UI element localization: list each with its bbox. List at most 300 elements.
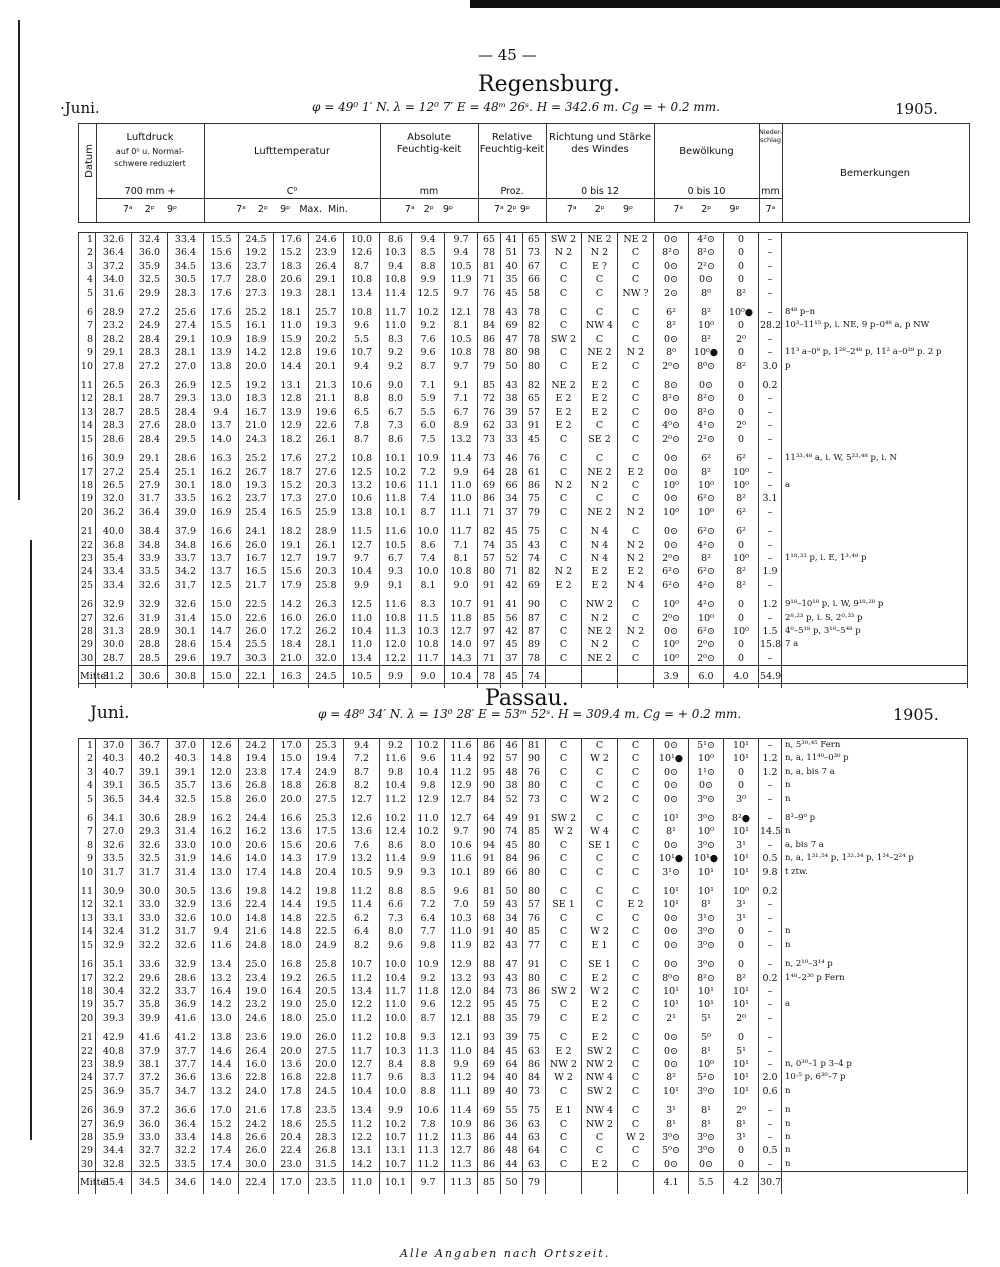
data-cell: 13.0 (204, 866, 239, 879)
data-cell: 0 (724, 592, 759, 611)
data-cell: 25.0 (309, 998, 344, 1011)
data-cell: 19.3 (274, 287, 309, 300)
data-cell: 18.8 (274, 779, 309, 792)
data-cell: 36.6 (168, 1071, 204, 1084)
data-cell: 8⁰⊙ (689, 360, 724, 373)
data-cell: 25.6 (168, 300, 204, 319)
date-cell: 16 (79, 952, 96, 971)
data-cell: C (582, 419, 618, 432)
data-cell: C (546, 260, 582, 273)
data-cell: 25.2 (239, 300, 274, 319)
data-cell: 0 (724, 939, 759, 952)
data-cell: 13.2 (445, 972, 478, 985)
data-cell: 23.0 (274, 1158, 309, 1172)
header-luftdruck-sub: auf 0⁰ u. Normal-schwere reduziert (114, 147, 186, 168)
data-cell: 2⁰⊙ (689, 638, 724, 651)
data-cell: 35.8 (132, 998, 168, 1011)
data-cell: 12.9 (445, 779, 478, 792)
data-cell: 10.6 (445, 839, 478, 852)
data-cell: 0⊙ (654, 466, 689, 479)
data-cell: 35.7 (132, 1085, 168, 1098)
data-cell: C (546, 1158, 582, 1172)
data-cell: 32.2 (132, 939, 168, 952)
data-cell: E 2 (582, 972, 618, 985)
data-cell: 7.3 (380, 912, 412, 925)
data-cell: 3⁰⊙ (689, 839, 724, 852)
data-cell: 11.2 (344, 879, 380, 898)
data-cell: 87 (523, 625, 546, 638)
table-row (79, 638, 968, 651)
data-cell: 8.3 (380, 333, 412, 346)
data-cell: 14.3 (445, 652, 478, 666)
data-cell: 29.6 (132, 972, 168, 985)
data-cell: E 2 (618, 466, 654, 479)
data-cell: N 2 (546, 479, 582, 492)
data-cell: 8.7 (412, 1012, 445, 1025)
date-cell: 17 (79, 972, 96, 985)
remark-cell (782, 1012, 968, 1025)
remark-cell: 9¹⁸–10¹⁸ p, i. W, 9¹⁸·²⁸ p (782, 592, 968, 611)
data-cell: 25.1 (168, 466, 204, 479)
data-cell: 2²⊙ (689, 260, 724, 273)
data-cell: 13.1 (344, 1144, 380, 1157)
date-cell: 22 (79, 539, 96, 552)
data-cell: 9.7 (445, 233, 478, 247)
remark-cell: n, 5³⁰·⁴⁵ Fern (782, 739, 968, 753)
data-cell: C (546, 519, 582, 538)
data-cell: 25.5 (239, 638, 274, 651)
data-cell: 1.9 (759, 565, 782, 578)
data-cell: 85 (523, 825, 546, 838)
data-cell: 9.9 (380, 666, 412, 688)
data-cell: 2²⊙ (689, 433, 724, 446)
data-cell: 54.9 (759, 666, 782, 688)
data-cell: 79 (478, 360, 501, 373)
data-cell: 14.0 (204, 433, 239, 446)
data-cell: 39.1 (132, 766, 168, 779)
data-cell: 8.7 (412, 360, 445, 373)
data-cell: 10.4 (344, 625, 380, 638)
data-cell: 43 (523, 539, 546, 552)
data-cell: 17.2 (274, 625, 309, 638)
header-relative-feuchtigkeit-unit: Proz. (500, 186, 524, 197)
data-cell: 10¹● (689, 852, 724, 865)
data-cell: – (759, 1098, 782, 1117)
data-cell: 64 (501, 1058, 523, 1071)
data-cell: 14.2 (344, 1158, 380, 1172)
remark-cell: n, 0³⁰–1 p 3–4 p (782, 1058, 968, 1071)
data-cell: 0.2 (759, 373, 782, 392)
data-cell: C (546, 793, 582, 806)
data-cell: 84 (478, 319, 501, 332)
table-row (79, 998, 968, 1011)
data-cell: 14.3 (274, 852, 309, 865)
remark-cell: 8⁴⁸ p–n (782, 300, 968, 319)
data-cell: C (618, 939, 654, 952)
data-cell: 80 (523, 779, 546, 792)
table-row (79, 406, 968, 419)
data-cell: 32.2 (132, 985, 168, 998)
data-cell: C (618, 879, 654, 898)
data-cell: C (618, 333, 654, 346)
data-cell: 31.9 (132, 612, 168, 625)
data-cell: C (618, 1025, 654, 1044)
data-cell: 12.6 (344, 246, 380, 259)
data-cell: 32.1 (96, 898, 132, 911)
data-cell: 32.6 (168, 592, 204, 611)
data-cell: 66 (501, 479, 523, 492)
data-cell: 32.5 (132, 273, 168, 286)
data-cell: 8.7 (344, 433, 380, 446)
data-cell: 16.0 (274, 612, 309, 625)
data-cell: 11.4 (445, 1098, 478, 1117)
data-cell: 35.7 (168, 779, 204, 792)
data-cell: 8² (724, 565, 759, 578)
data-cell: 11.1 (412, 479, 445, 492)
data-cell: 0.5 (759, 1144, 782, 1157)
date-cell: 23 (79, 552, 96, 565)
data-cell: 18.0 (204, 479, 239, 492)
data-cell: 30.9 (96, 879, 132, 898)
table-row (79, 898, 968, 911)
data-cell: 17.3 (274, 492, 309, 505)
month-label-passau: Juni. (90, 703, 130, 723)
data-cell: 38.9 (96, 1058, 132, 1071)
table-row (79, 287, 968, 300)
data-cell: 14.0 (204, 1172, 239, 1194)
data-cell: 4²⊙ (689, 592, 724, 611)
data-cell: C (618, 866, 654, 879)
data-cell: 9.3 (412, 866, 445, 879)
data-cell: E 2 (546, 579, 582, 592)
data-cell: 19.0 (274, 1025, 309, 1044)
data-cell: 91 (478, 579, 501, 592)
data-cell: 10.6 (344, 373, 380, 392)
data-cell: 12.0 (380, 638, 412, 651)
data-cell: N 2 (582, 479, 618, 492)
data-cell: 7.3 (380, 419, 412, 432)
data-cell: 23.6 (239, 1025, 274, 1044)
data-cell: 12.7 (445, 806, 478, 825)
header-luftdruck-label: Luftdruck (126, 132, 174, 143)
table-row (79, 779, 968, 792)
data-cell: C (618, 825, 654, 838)
data-cell: 19.3 (309, 319, 344, 332)
data-cell: N 4 (582, 519, 618, 538)
data-cell: 2⁰⊙ (654, 552, 689, 565)
data-cell: 12.9 (274, 419, 309, 432)
date-cell: 20 (79, 1012, 96, 1025)
data-cell: 85 (478, 373, 501, 392)
data-cell: C (618, 360, 654, 373)
data-cell: 0 (724, 925, 759, 938)
data-cell: 10⁰ (689, 1058, 724, 1071)
data-cell: 7.1 (445, 392, 478, 405)
table-row (79, 852, 968, 865)
data-cell: 19.1 (274, 539, 309, 552)
data-cell: 11.0 (344, 1172, 380, 1194)
data-cell: 26.8 (309, 1144, 344, 1157)
data-cell: 8.9 (445, 419, 478, 432)
data-cell: 57 (478, 552, 501, 565)
data-cell: 10.8 (445, 346, 478, 359)
data-cell: 8.8 (412, 1058, 445, 1071)
data-cell: 20.0 (309, 1058, 344, 1071)
data-cell: 10⁰ (689, 612, 724, 625)
data-cell: N 4 (582, 539, 618, 552)
data-cell: 45 (501, 666, 523, 688)
data-cell: 10.8 (344, 300, 380, 319)
data-cell: 3¹ (724, 1131, 759, 1144)
data-cell: 84 (478, 985, 501, 998)
data-cell: 0⊙ (654, 233, 689, 247)
data-cell: 16.7 (239, 406, 274, 419)
data-cell: C (618, 779, 654, 792)
data-cell: 8.2 (344, 939, 380, 952)
data-cell: 4¹⊙ (689, 419, 724, 432)
data-cell: 22.5 (239, 592, 274, 611)
data-cell: 63 (523, 1131, 546, 1144)
date-cell: 26 (79, 592, 96, 611)
data-cell: 12.0 (204, 766, 239, 779)
data-cell: 89 (478, 1085, 501, 1098)
data-cell: 2¹ (654, 1012, 689, 1025)
data-cell: 18.2 (274, 433, 309, 446)
remark-cell (782, 898, 968, 911)
data-cell: 5⁰⊙ (654, 1144, 689, 1157)
data-cell: 16.8 (274, 1071, 309, 1084)
data-cell: E 2 (582, 1158, 618, 1172)
data-cell: 10⁰ (689, 825, 724, 838)
data-cell: 30.5 (168, 273, 204, 286)
data-cell: 6²⊙ (689, 519, 724, 538)
data-cell: 33.7 (168, 552, 204, 565)
data-cell: 10⁰● (689, 346, 724, 359)
data-cell: 9.4 (204, 406, 239, 419)
data-cell: 9.8 (380, 766, 412, 779)
data-cell: 45 (501, 287, 523, 300)
data-cell: 16.6 (274, 806, 309, 825)
data-cell: 36.9 (96, 1118, 132, 1131)
data-cell: 13.7 (204, 419, 239, 432)
data-cell: 17.6 (274, 233, 309, 247)
data-cell: 41.6 (132, 1025, 168, 1044)
data-cell: 9.8 (759, 866, 782, 879)
data-cell: 19.4 (239, 752, 274, 765)
data-cell: 58 (523, 287, 546, 300)
data-cell: SW 2 (582, 1045, 618, 1058)
data-cell: 12.5 (204, 579, 239, 592)
data-cell: 12.1 (445, 1012, 478, 1025)
header-relative-feuchtigkeit-label: Relative Feuchtig-keit (479, 132, 545, 155)
data-cell: 45 (523, 433, 546, 446)
data-cell: 25.8 (309, 579, 344, 592)
data-cell: 30.4 (96, 985, 132, 998)
data-cell: C (546, 1012, 582, 1025)
data-cell: 15.5 (204, 319, 239, 332)
data-cell: 8¹ (724, 1118, 759, 1131)
data-cell: – (759, 1158, 782, 1172)
data-cell: 3⁰⊙ (654, 1131, 689, 1144)
data-cell: 0⊙ (689, 1158, 724, 1172)
header-lufttemperatur (204, 124, 381, 222)
data-cell: 42 (501, 579, 523, 592)
data-cell: 75 (523, 1025, 546, 1044)
data-cell: 11.2 (412, 1158, 445, 1172)
data-cell: 10¹ (654, 985, 689, 998)
data-cell: 75 (523, 519, 546, 538)
data-cell: C (618, 373, 654, 392)
data-cell: NE 2 (546, 373, 582, 392)
header-wind-times: 7ᵃ 2ᵖ 9ᵖ (566, 204, 634, 215)
data-cell: C (546, 1085, 582, 1098)
data-cell: 11.6 (445, 739, 478, 753)
data-cell: 11.2 (445, 766, 478, 779)
data-cell: 0 (724, 433, 759, 446)
data-cell: 26.8 (239, 779, 274, 792)
data-cell: 75 (523, 998, 546, 1011)
data-cell: 9.2 (380, 346, 412, 359)
data-cell: E 2 (582, 579, 618, 592)
data-cell: 32.9 (168, 898, 204, 911)
data-cell: C (546, 652, 582, 666)
data-cell: 8² (724, 360, 759, 373)
data-cell: 13.9 (274, 406, 309, 419)
table-row (79, 652, 968, 666)
table-row (79, 1025, 968, 1044)
date-cell: 19 (79, 998, 96, 1011)
remark-cell: a (782, 479, 968, 492)
data-cell: 73 (523, 1085, 546, 1098)
data-cell: 16.0 (239, 1058, 274, 1071)
data-cell: 64 (478, 806, 501, 825)
data-cell: 13.6 (204, 1071, 239, 1084)
data-cell: 32.9 (132, 592, 168, 611)
data-cell: 79 (523, 1172, 546, 1194)
data-cell: 16.5 (239, 565, 274, 578)
date-cell: 19 (79, 492, 96, 505)
data-cell: 13.4 (344, 652, 380, 666)
date-cell: 10 (79, 360, 96, 373)
data-cell: N 2 (582, 246, 618, 259)
column-header (78, 123, 970, 223)
date-cell: 7 (79, 825, 96, 838)
data-cell: 37.2 (132, 1071, 168, 1084)
data-cell: 30.7 (759, 1172, 782, 1194)
data-cell: 31.7 (168, 925, 204, 938)
remark-cell (782, 466, 968, 479)
data-cell: 13.6 (274, 1058, 309, 1071)
data-cell: 6² (654, 300, 689, 319)
top-border-bar (470, 0, 1000, 8)
data-cell: 0 (724, 233, 759, 247)
data-cell: C (618, 912, 654, 925)
data-cell: 28.5 (132, 652, 168, 666)
header-wind (546, 124, 655, 222)
remark-cell: p (782, 360, 968, 373)
remark-cell: n, a, 1³¹·⁵⁴ p, 1³²·³⁴ p, 1³⁴–2²⁴ p (782, 852, 968, 865)
data-cell: 33.4 (96, 579, 132, 592)
data-cell: 8.5 (412, 879, 445, 898)
data-cell: 20.2 (309, 333, 344, 346)
data-cell: 81 (478, 260, 501, 273)
data-cell: C (618, 246, 654, 259)
data-cell: C (618, 446, 654, 465)
header-bewoelkung (654, 124, 760, 222)
data-cell: 68 (478, 912, 501, 925)
header-luftdruck-times: 7ᵃ 2ᵖ 9ᵖ (122, 204, 178, 215)
data-cell: – (759, 260, 782, 273)
data-cell: 14.4 (274, 898, 309, 911)
data-cell: 28.1 (96, 392, 132, 405)
data-cell: 15.6 (204, 246, 239, 259)
data-cell: 9.2 (412, 972, 445, 985)
footer-note: Alle Angaben nach Ortszeit. (400, 1247, 611, 1260)
coordinates-passau: φ = 48⁰ 34′ N. λ = 13⁰ 28′ E = 53ᵐ 52ˢ. H = 309.4 m. Cg = + 0.2 mm. (318, 707, 742, 721)
data-cell: 13.8 (204, 1025, 239, 1044)
data-cell: C (618, 985, 654, 998)
header-datum-label: Datum (84, 144, 95, 178)
data-cell: 0⊙ (654, 625, 689, 638)
data-cell: C (582, 766, 618, 779)
data-cell: 0 (724, 779, 759, 792)
data-cell: 11.0 (445, 1045, 478, 1058)
data-cell: 80 (523, 879, 546, 898)
data-cell: 10.4 (380, 972, 412, 985)
data-cell: 36.9 (168, 998, 204, 1011)
data-cell: 20.6 (309, 839, 344, 852)
data-cell: 3.9 (654, 666, 689, 688)
data-cell: 11.4 (445, 752, 478, 765)
data-cell: 15.0 (204, 592, 239, 611)
data-cell: 66 (501, 866, 523, 879)
data-cell: 26.0 (239, 539, 274, 552)
data-cell: N 2 (618, 539, 654, 552)
data-cell: 12.2 (445, 998, 478, 1011)
data-cell: 26.7 (239, 466, 274, 479)
data-cell: 10⁰ (654, 652, 689, 666)
data-cell: E 2 (582, 565, 618, 578)
table-row (79, 260, 968, 273)
data-cell: SW 2 (582, 1085, 618, 1098)
data-cell: 10.8 (344, 446, 380, 465)
data-cell: 8.3 (412, 592, 445, 611)
data-cell: 32.6 (168, 939, 204, 952)
data-cell: 9.0 (412, 666, 445, 688)
header-niederschlag-time: 7ᵃ (765, 204, 776, 215)
data-cell: 32.6 (132, 839, 168, 852)
data-cell: 8²⊙ (689, 246, 724, 259)
data-cell: 39.1 (96, 779, 132, 792)
data-cell: 8²⊙ (654, 246, 689, 259)
data-cell: C (546, 273, 582, 286)
table-row (79, 939, 968, 952)
data-cell: 78 (523, 652, 546, 666)
data-cell: 25.2 (239, 446, 274, 465)
data-cell: 10¹ (724, 825, 759, 838)
data-cell: 18.3 (274, 260, 309, 273)
data-cell: 10.0 (380, 1085, 412, 1098)
remark-cell: n (782, 1144, 968, 1157)
date-cell: Mittel (79, 666, 96, 688)
data-cell: – (759, 406, 782, 419)
data-cell: 23.7 (239, 260, 274, 273)
data-cell: 10⁰ (724, 466, 759, 479)
data-cell: 31.7 (132, 866, 168, 879)
data-cell: 41.6 (168, 1012, 204, 1025)
data-cell: 11.6 (380, 592, 412, 611)
data-cell: 30.8 (168, 666, 204, 688)
